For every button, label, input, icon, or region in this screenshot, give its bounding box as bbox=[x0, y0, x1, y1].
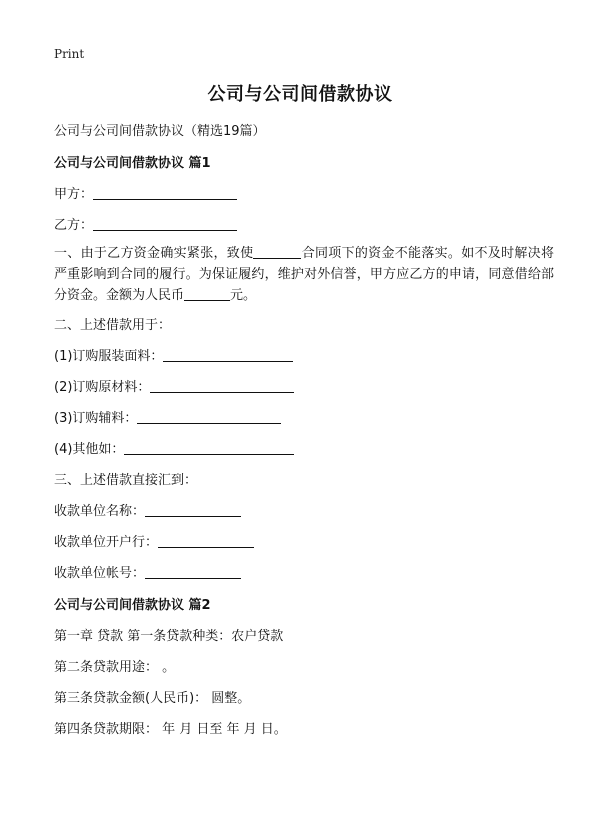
party-b-label: 乙方： bbox=[54, 218, 94, 233]
party-a-line bbox=[54, 183, 237, 202]
clause-2-heading: 二、上述借款用于： bbox=[54, 318, 172, 333]
payee-name-line bbox=[54, 500, 241, 519]
party-a-label: 甲方： bbox=[54, 187, 94, 202]
payee-blank bbox=[158, 533, 254, 548]
clause-1-blank-contract bbox=[253, 244, 301, 259]
loan-line: 第二条贷款用途： 。 bbox=[54, 660, 176, 675]
loan-line: 第一章 贷款 第一条贷款种类：农户贷款 bbox=[54, 629, 284, 644]
use-item-label: (2)订购原材料： bbox=[54, 380, 151, 395]
use-item-blank bbox=[150, 378, 294, 393]
use-item-blank bbox=[137, 409, 281, 424]
clause-1-blank-amount bbox=[184, 286, 230, 301]
party-a-blank bbox=[93, 185, 237, 200]
payee-label: 收款单位帐号： bbox=[54, 566, 146, 581]
payee-label: 收款单位名称： bbox=[54, 504, 146, 519]
use-item-fabric bbox=[54, 345, 293, 364]
print-link[interactable]: Print bbox=[54, 47, 85, 61]
payee-account-line bbox=[54, 562, 241, 581]
document-subtitle: 公司与公司间借款协议（精选19篇） bbox=[54, 124, 266, 139]
clause-1-text-part2: 合同项下的资金不能落实。如不及时解决将严重影响到合同的履行。为保证履约，维护对外信誉，甲方应乙方的申请，同意借给部分资金。金额为人民币 bbox=[54, 246, 554, 303]
use-item-blank bbox=[124, 440, 294, 455]
clause-3-heading: 三、上述借款直接汇到： bbox=[54, 473, 198, 488]
clause-1-text-part1: 一、由于乙方资金确实紧张，致使 bbox=[54, 246, 254, 261]
use-item-blank bbox=[163, 347, 293, 362]
use-item-raw-material bbox=[54, 376, 294, 395]
party-b-blank bbox=[93, 216, 237, 231]
section2-heading: 公司与公司间借款协议 篇2 bbox=[54, 598, 211, 613]
clause-1-paragraph bbox=[54, 243, 554, 306]
payee-blank bbox=[145, 502, 241, 517]
party-b-line bbox=[54, 214, 237, 233]
loan-line: 第三条贷款金额(人民币)： 圆整。 bbox=[54, 691, 251, 706]
use-item-other bbox=[54, 438, 294, 457]
loan-line: 第四条贷款期限： 年 月 日至 年 月 日。 bbox=[54, 722, 287, 737]
document-title: 公司与公司间借款协议 bbox=[207, 84, 393, 105]
payee-label: 收款单位开户行： bbox=[54, 535, 159, 550]
section1-heading: 公司与公司间借款协议 篇1 bbox=[54, 156, 211, 171]
payee-blank bbox=[145, 564, 241, 579]
payee-bank-line bbox=[54, 531, 254, 550]
clause-1-text-part3: 元。 bbox=[230, 288, 257, 303]
use-item-label: (4)其他如： bbox=[54, 442, 125, 457]
use-item-label: (1)订购服装面料： bbox=[54, 349, 164, 364]
use-item-accessories bbox=[54, 407, 281, 426]
use-item-label: (3)订购辅料： bbox=[54, 411, 138, 426]
